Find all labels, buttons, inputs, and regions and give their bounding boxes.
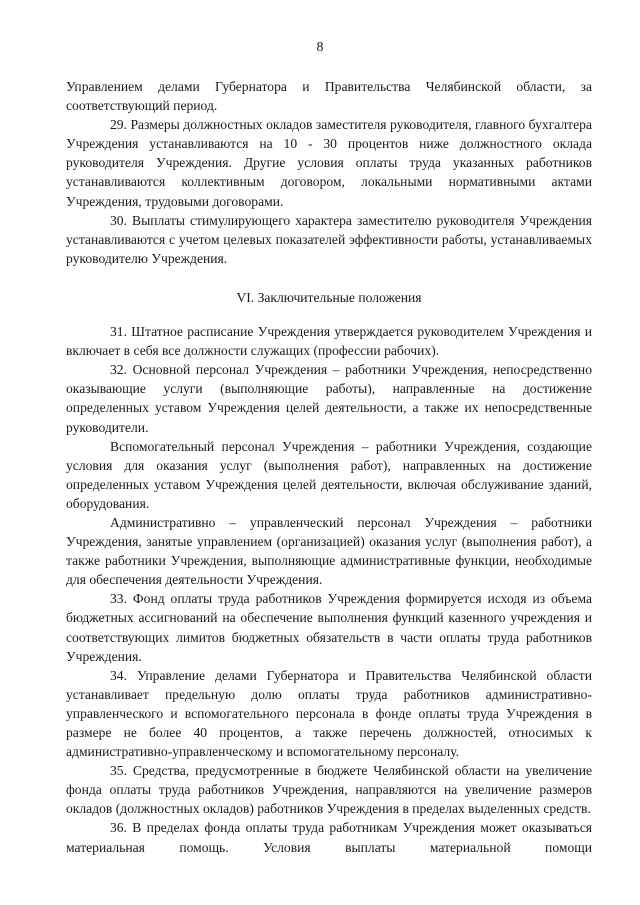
- paragraph-32-auxiliary: Вспомогательный персонал Учреждения – работники Учреждения, создающие условия для оказания услуг (выполнения работ), направленных на достижение определенных уставом Учреждения целей деятельности, включая обслуживание зданий, оборудования.: [66, 438, 592, 511]
- page-number: 8: [316, 40, 324, 55]
- paragraph-32: 32. Основной персонал Учреждения – работники Учреждения, непосредственно оказывающие услуги (выполняющие работы), направленные на достижение определенных уставом Учреждения целей деятельности, а также их непосредственные руководители.: [66, 362, 592, 435]
- paragraph-30: 30. Выплаты стимулирующего характера заместителю руководителя Учреждения устанавливаются с учетом целевых показателей эффективности работы, устанавливаемых руководителю Учреждения.: [66, 212, 592, 266]
- paragraph-29: 29. Размеры должностных окладов заместителя руководителя, главного бухгалтера Учреждения устанавливаются на 10 - 30 процентов ниже должностного оклада руководителя Учреждения. Другие условия оплаты труда указанных работников устанавливаются коллективным договором, локальными нормативными актами Учреждения, трудовыми договорами.: [66, 117, 592, 209]
- document-body: [66, 77, 592, 857]
- paragraph-32-administrative: Административно – управленческий персонал Учреждения – работники Учреждения, занятые управлением (организацией) оказания услуг (выполнения работ), а также работники Учреждения, выполняющие административные функции, необходимые для обеспечения деятельности Учреждения.: [66, 514, 592, 588]
- paragraph-33: 33. Фонд оплаты труда работников Учреждения формируется исходя из объема бюджетных ассигнований на обеспечение выполнения функций казенного учреждения и соответствующих лимитов бюджетных обязательств в части оплаты труда работников Учреждения.: [66, 591, 592, 664]
- paragraph-34: 34. Управление делами Губернатора и Правительства Челябинской области устанавливает предельную долю оплаты труда работников административно-управленческого и вспомогательного персонала в фонде оплаты труда Учреждения в размере не более 40 процентов, а также перечень должностей, относимых к административно-управленческому и вспомогательному персоналу.: [66, 667, 592, 760]
- paragraph-36: 36. В пределах фонда оплаты труда работникам Учреждения может оказываться материальная помощь. Условия выплаты материальной помощи: [66, 820, 592, 855]
- paragraph-continuation: Управлением делами Губернатора и Правительства Челябинской области, за соответствующий период.: [66, 79, 592, 114]
- paragraph-35: 35. Средства, предусмотренные в бюджете Челябинской области на увеличение фонда оплаты труда работников Учреждения, направляются на увеличение размеров окладов (должностных окладов) работников Учреждения в пределах выделенных средств.: [66, 763, 592, 817]
- section-title: VI. Заключительные положения: [236, 289, 422, 305]
- paragraph-31: 31. Штатное расписание Учреждения утверждается руководителем Учреждения и включает в себя все должности служащих (профессии рабочих).: [66, 324, 592, 359]
